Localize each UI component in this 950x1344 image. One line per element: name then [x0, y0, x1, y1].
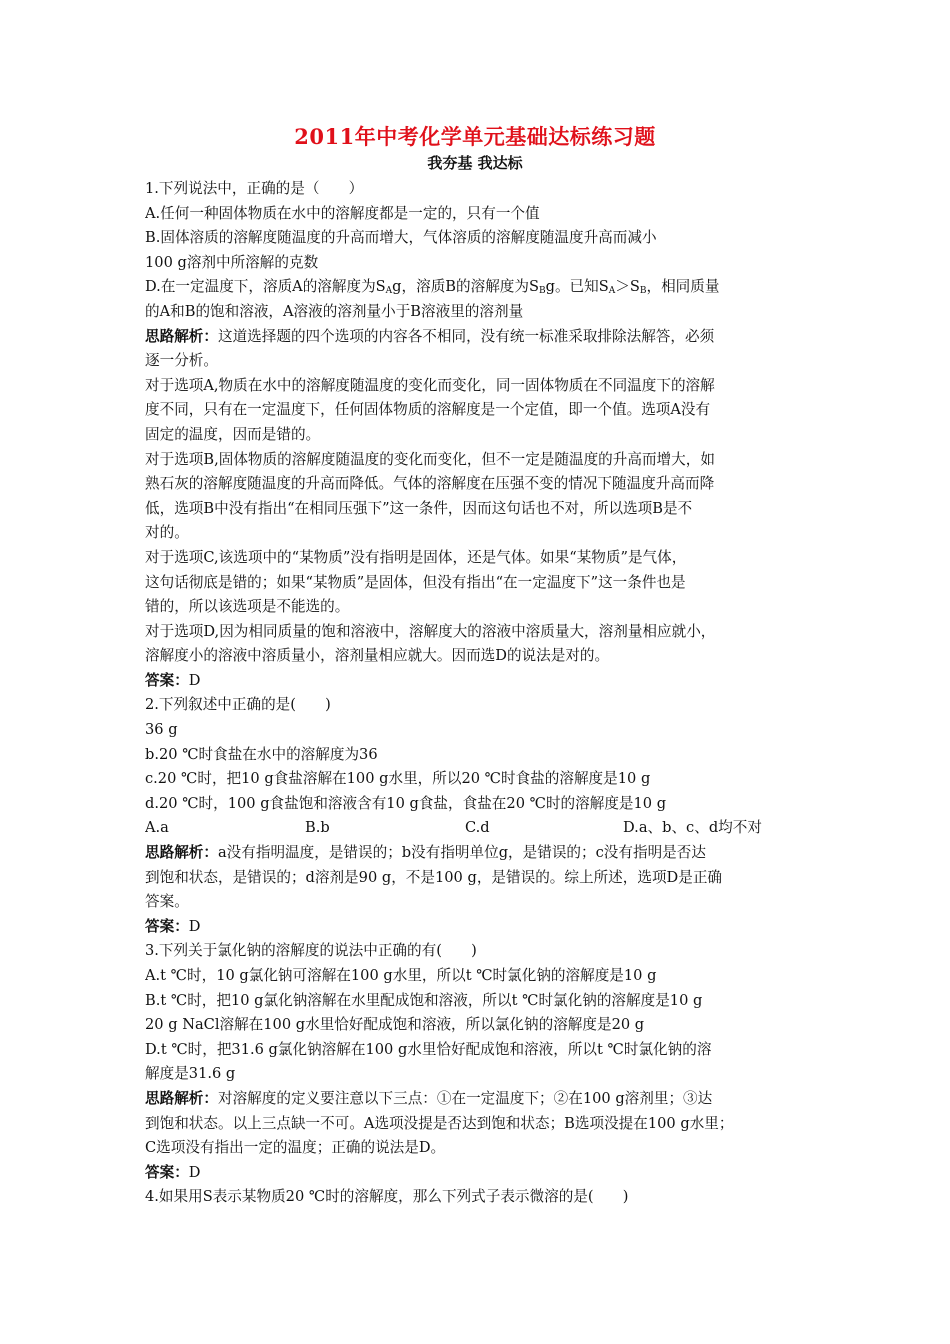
q2-option-a: A.a: [145, 819, 169, 837]
q1-d-text-3: g。已知S: [545, 278, 609, 296]
q1-d-sub-a2: A: [608, 286, 616, 297]
q2-item-d: d.20 ℃时，100 g食盐饱和溶液含有10 g食盐，食盐在20 ℃时的溶解度是10 g: [145, 794, 667, 812]
q3-option-b: B.t ℃时，把10 g氯化钠溶解在水里配成饱和溶液，所以t ℃时氯化钠的溶解度是10 g: [145, 991, 703, 1009]
q2-analysis-text: a没有指明温度，是错误的；b没有指明单位g，是错误的；c没有指明是否达: [217, 844, 706, 862]
q1-para-a-1: 对于选项A,物质在水中的溶解度随温度的变化而变化，同一固体物质在不同温度下的溶解: [145, 376, 715, 394]
q1-option-c: 100 g溶剂中所溶解的克数: [145, 253, 319, 271]
q1-analysis-line2: 逐一分析。: [145, 352, 218, 370]
q2-option-b: B.b: [305, 819, 330, 837]
q1-option-b: B.固体溶质的溶解度随温度的升高而增大，气体溶质的溶解度随温度升高而减小: [145, 229, 657, 247]
q2-answer-value: D: [188, 917, 201, 935]
q3-stem: 3.下列关于氯化钠的溶解度的说法中正确的有( ): [145, 942, 477, 960]
q1-analysis-label: 思路解析：: [145, 327, 218, 345]
q1-para-c-2: 这句话彻底是错的；如果“某物质”是固体，但没有指出“在一定温度下”这一条件也是: [145, 573, 686, 591]
q3-option-d-line1: D.t ℃时，把31.6 g氯化钠溶解在100 g水里恰好配成饱和溶液，所以t ℃时氯化钠的溶: [145, 1040, 712, 1058]
q2-stem: 2.下列叙述中正确的是( ): [145, 696, 331, 714]
q2-item-c: c.20 ℃时，把10 g食盐溶解在100 g水里，所以20 ℃时食盐的溶解度是10 g: [145, 770, 651, 788]
q4-stem: 4.如果用S表示某物质20 ℃时的溶解度，那么下列式子表示微溶的是( ): [145, 1188, 629, 1206]
q1-option-d-line1: [145, 275, 815, 300]
q1-d-text-1: D.在一定温度下，溶质A的溶解度为S: [145, 278, 386, 296]
q1-para-c-1: 对于选项C,该选项中的“某物质”没有指明是固体，还是气体。如果“某物质”是气体，: [145, 548, 687, 566]
q3-answer-label: 答案：: [145, 1163, 189, 1181]
q2-option-c: C.d: [465, 819, 490, 837]
q2-answer: [145, 915, 815, 940]
q1-d-text-4: ＞S: [615, 278, 640, 296]
q2-line-1: 36 g: [145, 721, 178, 739]
q1-answer-label: 答案：: [145, 671, 189, 689]
q1-para-b-4: 对的。: [145, 524, 189, 542]
q3-analysis-text: 对溶解度的定义要注意以下三点：①在一定温度下；②在100 g溶剂里；③达: [217, 1089, 713, 1107]
q2-item-b: b.20 ℃时食盐在水中的溶解度为36: [145, 745, 378, 763]
q1-answer: [145, 669, 815, 694]
q1-analysis-text: 这道选择题的四个选项的内容各不相同，没有统一标准采取排除法解答，必须: [217, 327, 715, 345]
q1-para-a-2: 度不同，只有在一定温度下，任何固体物质的溶解度是一个定值，即一个值。选项A没有: [145, 401, 711, 419]
q3-option-d-line2: 解度是31.6 g: [145, 1065, 236, 1083]
q1-option-d-line2: 的A和B的饱和溶液，A溶液的溶剂量小于B溶液里的溶剂量: [145, 302, 524, 320]
q2-option-d: D.a、b、c、d均不对: [623, 819, 762, 837]
q3-answer: [145, 1161, 815, 1186]
q1-d-sub-a: A: [385, 286, 393, 297]
q3-option-a: A.t ℃时，10 g氯化钠可溶解在100 g水里，所以t ℃时氯化钠的溶解度是10 g: [145, 967, 657, 984]
q2-analysis-label: 思路解析：: [145, 844, 218, 862]
q2-analysis-line1: [145, 841, 815, 866]
q1-para-b-2: 熟石灰的溶解度随温度的升高而降低。气体的溶解度在压强不变的情况下随温度升高而降: [145, 475, 715, 493]
q2-options: [145, 816, 815, 841]
q1-para-b-3: 低，选项B中没有指出“在相同压强下”这一条件，因而这句话也不对，所以选项B是不: [145, 499, 693, 517]
document-title: 2011年中考化学单元基础达标练习题: [294, 124, 656, 149]
document-subtitle: 我夯基 我达标: [427, 154, 523, 172]
q1-d-sub-b: B: [539, 286, 546, 297]
q3-analysis-label: 思路解析：: [145, 1089, 218, 1107]
document-body: [145, 177, 815, 1210]
q1-para-b-1: 对于选项B,固体物质的溶解度随温度的变化而变化，但不一定是随温度的升高而增大，如: [145, 450, 715, 468]
q1-d-text-5: ，相同质量: [646, 278, 720, 296]
q3-answer-value: D: [188, 1163, 201, 1181]
q1-stem: 1.下列说法中，正确的是（ ）: [145, 180, 364, 197]
q1-d-text-2: g，溶质B的溶解度为S: [392, 278, 539, 296]
q2-analysis-line3: 答案。: [145, 893, 189, 911]
q2-analysis-line2: 到饱和状态，是错误的；d溶剂是90 g，不是100 g，是错误的。综上所述，选项D是正确: [145, 868, 723, 886]
q3-analysis-line3: C选项没有指出一定的温度；正确的说法是D。: [145, 1139, 446, 1157]
q1-para-d-1: 对于选项D,因为相同质量的饱和溶液中，溶解度大的溶液中溶质量大，溶剂量相应就小，: [145, 622, 716, 640]
q3-analysis-line1: [145, 1087, 815, 1112]
q1-para-d-2: 溶解度小的溶液中溶质量小，溶剂量相应就大。因而选D的说法是对的。: [145, 647, 610, 665]
q3-analysis-line2: 到饱和状态。以上三点缺一不可。A选项没提是否达到饱和状态；B选项没提在100 g水里；: [145, 1114, 734, 1132]
q1-para-c-3: 错的，所以该选项是不能选的。: [145, 598, 350, 616]
q1-answer-value: D: [188, 671, 201, 689]
q1-para-a-3: 固定的温度，因而是错的。: [145, 425, 321, 443]
q1-d-sub-b2: B: [639, 286, 647, 297]
q3-option-c: 20 g NaCl溶解在100 g水里恰好配成饱和溶液，所以氯化钠的溶解度是20 g: [145, 1016, 645, 1034]
q2-answer-label: 答案：: [145, 917, 189, 935]
q1-analysis-line1: [145, 325, 815, 350]
q1-option-a: A.任何一种固体物质在水中的溶解度都是一定的，只有一个值: [145, 204, 540, 222]
